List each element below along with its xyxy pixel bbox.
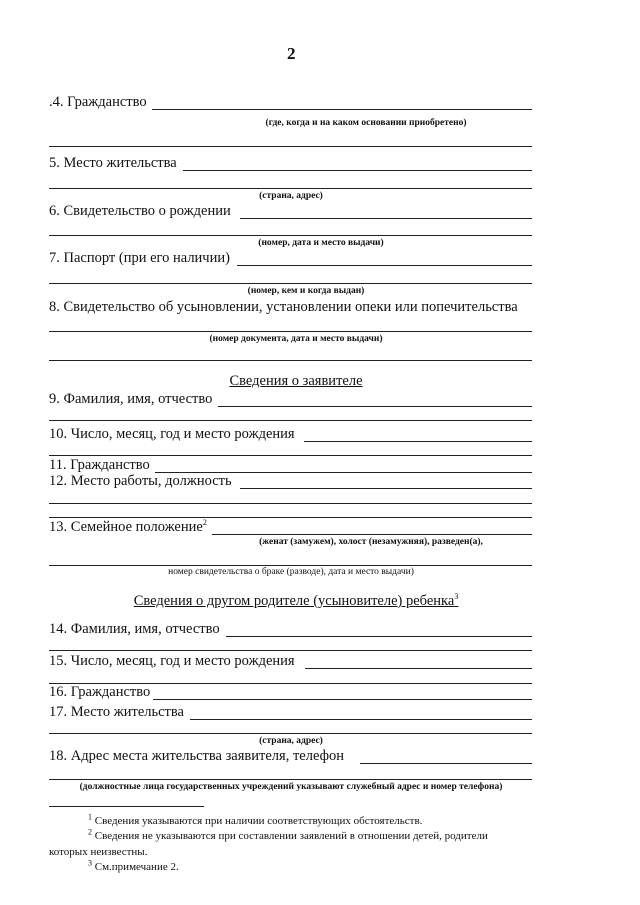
field-6-line-2[interactable]: [49, 235, 532, 236]
footnote-1: $^1$ Сведения указываются при наличии соответствующих обстоятельств.: [88, 812, 423, 827]
field-17-label: 17. Место жительства: [49, 704, 184, 720]
field-10-label: 10. Число, месяц, год и место рождения: [49, 426, 295, 442]
field-18-line-2[interactable]: [49, 779, 532, 780]
field-14-line-2[interactable]: [49, 650, 532, 651]
field-16-line[interactable]: [153, 699, 532, 700]
field-13-line-2[interactable]: [49, 565, 532, 566]
footnote-2: $^2$ Сведения не указываются при составлении заявлений в отношении детей, родители: [88, 827, 488, 842]
footnote-ref-2: 2: [202, 518, 207, 528]
field-13-caption-2: номер свидетельства о браке (разводе), дата и место выдачи): [168, 567, 414, 577]
field-9-line-2[interactable]: [49, 420, 532, 421]
field-15-line[interactable]: [305, 668, 532, 669]
field-17-caption: (страна, адрес): [259, 736, 323, 746]
field-7-line-2[interactable]: [49, 283, 532, 284]
field-4-caption: (где, когда и на каком основании приобретено): [265, 118, 467, 128]
field-8-line[interactable]: [49, 331, 532, 332]
field-13-label: 13. Семейное положение$^2$: [49, 518, 207, 535]
field-5-caption: (страна, адрес): [259, 191, 323, 201]
other-parent-heading: Сведения о другом родителе (усыновителе) ребенка$^3$: [133, 592, 459, 609]
field-7-line[interactable]: [237, 265, 532, 266]
field-10-line-2[interactable]: [49, 455, 532, 456]
field-5-label: 5. Место жительства: [49, 155, 177, 171]
field-7-label: 7. Паспорт (при его наличии): [49, 250, 230, 266]
field-8-caption: (номер документа, дата и место выдачи): [209, 334, 383, 344]
field-5-line[interactable]: [183, 170, 532, 171]
footnote-separator: [49, 806, 204, 807]
field-13-caption-1: (женат (замужем), холост (незамужняя), разведен(а),: [259, 537, 483, 547]
field-18-label: 18. Адрес места жительства заявителя, телефон: [49, 748, 344, 764]
field-18-caption: (должностные лица государственных учреждений указывают служебный адрес и номер телефона): [79, 782, 503, 792]
field-14-label: 14. Фамилия, имя, отчество: [49, 621, 220, 637]
field-6-label: 6. Свидетельство о рождении: [49, 203, 231, 219]
field-10-line[interactable]: [304, 441, 532, 442]
field-12-line-2[interactable]: [49, 503, 532, 504]
footnote-2-continuation: которых неизвестны.: [49, 846, 148, 858]
field-12-line-3[interactable]: [49, 517, 532, 518]
field-6-line[interactable]: [240, 218, 532, 219]
field-4-line[interactable]: [152, 109, 532, 110]
field-14-line[interactable]: [226, 636, 532, 637]
field-12-line[interactable]: [240, 488, 532, 489]
footnote-ref-3: 3: [454, 592, 459, 602]
field-8-line-2[interactable]: [49, 360, 532, 361]
field-18-line[interactable]: [360, 763, 532, 764]
field-4-label: .4. Гражданство: [49, 94, 147, 110]
page-number: 2: [287, 44, 296, 63]
field-17-line[interactable]: [190, 719, 532, 720]
field-11-label: 11. Гражданство: [49, 457, 150, 473]
field-17-line-2[interactable]: [49, 733, 532, 734]
field-16-label: 16. Гражданство: [49, 684, 151, 700]
footnote-3: $^3$ См.примечание 2.: [88, 858, 179, 873]
field-12-label: 12. Место работы, должность: [49, 473, 232, 489]
applicant-heading: Сведения о заявителе: [229, 373, 363, 389]
field-9-label: 9. Фамилия, имя, отчество: [49, 391, 213, 407]
field-8-label: 8. Свидетельство об усыновлении, установлении опеки или попечительства: [49, 299, 518, 315]
field-15-label: 15. Число, месяц, год и место рождения: [49, 653, 295, 669]
field-5-line-2[interactable]: [49, 188, 532, 189]
field-13-line[interactable]: [212, 534, 532, 535]
field-9-line[interactable]: [218, 406, 532, 407]
field-6-caption: (номер, дата и место выдачи): [258, 238, 384, 248]
field-4-line-2[interactable]: [49, 146, 532, 147]
field-7-caption: (номер, кем и когда выдан): [247, 286, 365, 296]
